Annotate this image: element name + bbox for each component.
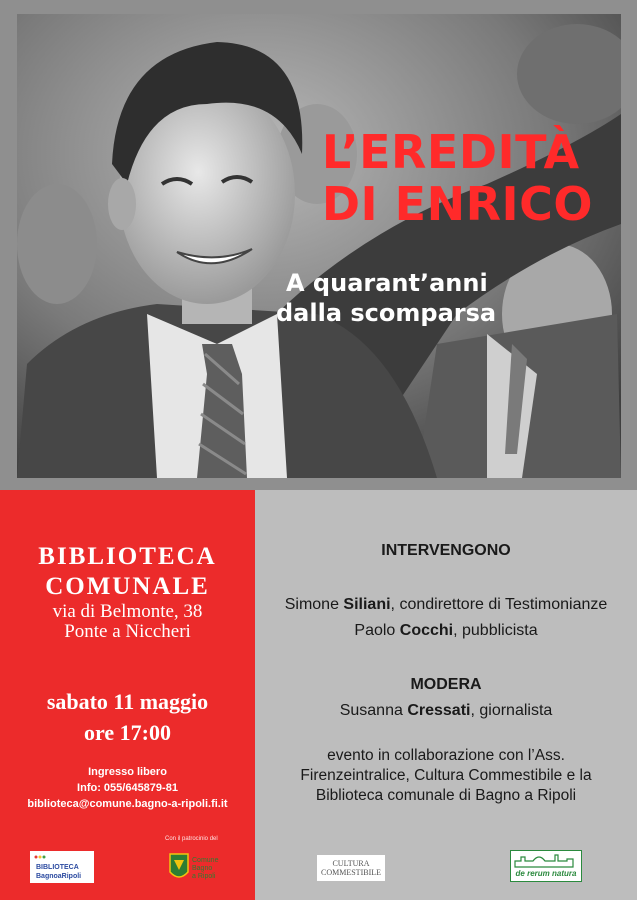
title-line-2: DI ENRICO (321, 177, 593, 231)
speaker-last-name: Cocchi (399, 622, 454, 639)
skyline-icon (511, 851, 581, 869)
cultura-commestibile-logo (317, 855, 385, 881)
comune-line-3: a Ripoli (192, 873, 216, 880)
rerum-logo-text: de rerum natura (515, 869, 577, 878)
portrait-photo-illustration (17, 14, 621, 478)
speaker-row (255, 619, 637, 643)
moderator-last-name: Cressati (407, 702, 471, 719)
moderator-first-name: Susanna (339, 702, 408, 719)
info-phone: Info: 055/645879-81 (77, 782, 178, 794)
collab-line-2: Firenzeintralice, Cultura Commestibile e la (300, 767, 592, 784)
title-line-1: L’EREDITÀ (321, 125, 580, 179)
subtitle-line-1: A quarant’anni (286, 269, 488, 297)
venue-address (0, 602, 255, 642)
moderator-role: , giornalista (470, 702, 553, 719)
collaboration-note (255, 746, 637, 806)
info-email: biblioteca@comune.bagno-a-ripoli.fi.it (27, 798, 228, 810)
poster-subtitle (276, 268, 496, 328)
event-date: sabato 11 maggio (46, 689, 209, 714)
comune-crest-logo (166, 846, 236, 886)
address-line-1: via di Belmonte, 38 (52, 601, 203, 622)
venue-panel (0, 490, 255, 900)
speaker-row (255, 593, 637, 617)
moderator-heading: MODERA (410, 676, 482, 693)
speakers-heading: INTERVENGONO (381, 542, 511, 559)
collab-line-1: evento in collaborazione con l’Ass. (327, 747, 565, 764)
moderator-row (255, 699, 637, 723)
event-time: ore 17:00 (84, 720, 171, 745)
entry-note: Ingresso libero (88, 766, 167, 778)
de-rerum-natura-logo (510, 850, 582, 882)
address-line-2: Ponte a Niccheri (64, 621, 191, 642)
event-datetime (0, 686, 255, 748)
venue-name-line-2: COMUNALE (45, 573, 210, 600)
venue-name-line-1: BIBLIOTECA (38, 543, 217, 570)
patronage-note: Con il patrocinio del (165, 836, 218, 842)
speaker-first-name: Paolo (354, 622, 400, 639)
cultura-logo-line-2: COMMESTIBILE (321, 868, 381, 877)
biblioteca-logo-line-2: BagnoaRipoli (36, 873, 82, 880)
speaker-role: , pubblicista (453, 622, 538, 639)
subtitle-line-2: dalla scomparsa (276, 299, 497, 327)
comune-line-2: Bagno (192, 865, 213, 872)
hero-photo (17, 14, 621, 478)
biblioteca-logo (30, 851, 94, 883)
speaker-first-name: Simone (284, 596, 344, 613)
venue-name (0, 542, 255, 602)
biblioteca-logo-line-1: BIBLIOTECA (36, 864, 79, 871)
dots-icon (34, 854, 46, 860)
speaker-role: , condirettore di Testimonianze (390, 596, 608, 613)
collab-line-3: Biblioteca comunale di Bagno a Ripoli (315, 787, 577, 804)
event-info (0, 764, 255, 812)
speaker-last-name: Siliani (343, 596, 391, 613)
comune-line-1: Comune (192, 857, 219, 864)
poster-title (322, 126, 593, 230)
program-panel (255, 490, 637, 900)
cultura-logo-line-1: CULTURA (332, 859, 370, 868)
